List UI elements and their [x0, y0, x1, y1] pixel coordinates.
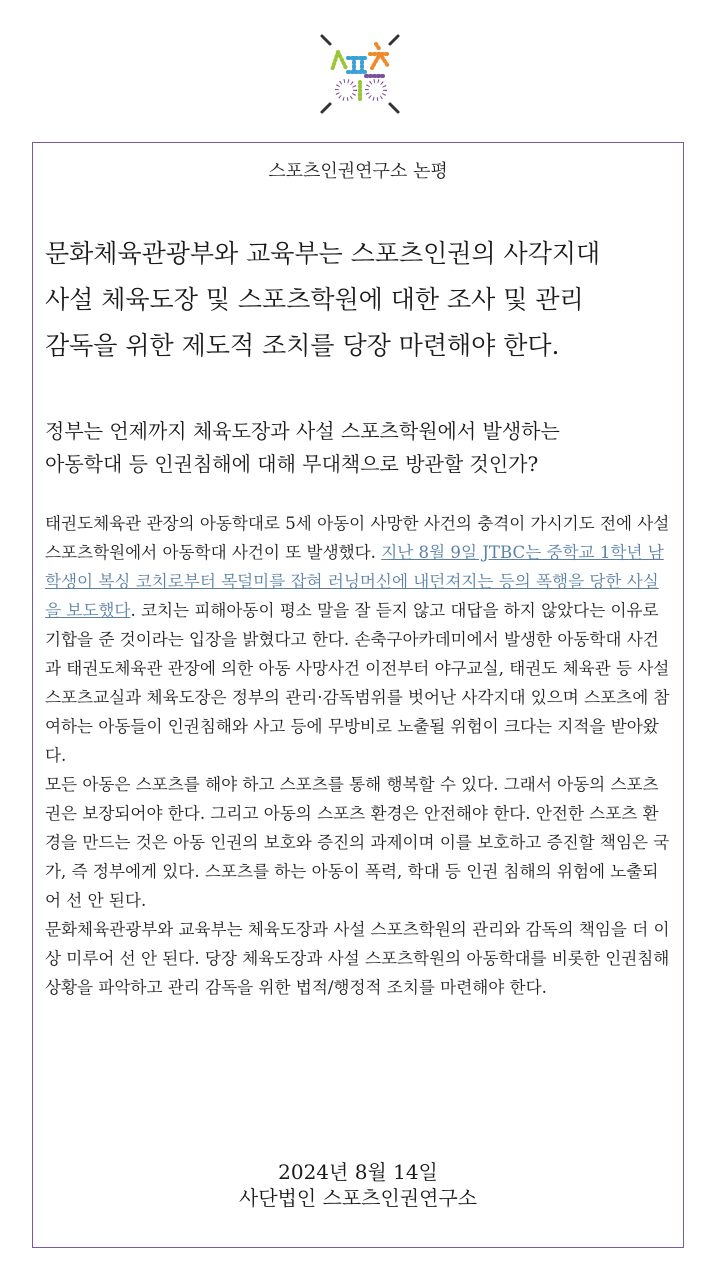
statement-body: [45, 509, 673, 1002]
statement-frame: [32, 142, 684, 1248]
question-line: 아동학대 등 인권침해에 대해 무대책으로 방관할 것인가?: [45, 452, 539, 476]
news-report-link[interactable]: 지난 8월 9일 JTBC는 중학교 1학년 남학생이 복싱 코치로부터 목덜미를 잡혀 러닝머신에 내던져지는 등의 폭행을 당한 사실을 보도했다: [45, 543, 664, 620]
headline-line: 문화체육관광부와 교육부는 스포츠인권의 사각지대: [45, 239, 601, 268]
question-line: 정부는 언제까지 체육도장과 사설 스포츠학원에서 발생하는: [45, 419, 560, 443]
headline-line: 감독을 위한 제도적 조치를 당장 마련해야 한다.: [45, 331, 560, 360]
body-paragraph-1: [45, 509, 673, 770]
headline: [45, 231, 665, 369]
body-paragraph-2: 모든 아동은 스포츠를 해야 하고 스포츠를 통해 행복할 수 있다. 그래서 아동의 스포츠권은 보장되어야 한다. 그리고 아동의 스포츠 환경은 안전해야 한다. 안전한 스포츠 환경을 만드는 것은 아동 인권의 보호와 증진의 과제이며 이를 보호하고 증진할 책임은 국가, 즉 정부에게 있다. 스포츠를 하는 아동이 폭력, 학대 등 인권 침해의 위험에 노출되어 선 안 된다.: [45, 775, 670, 910]
body-text-segment: . 코치는 피해아동이 평소 말을 잘 듣지 않고 대답을 하지 않았다는 이유로 기합을 준 것이라는 입장을 밝혔다고 한다. 손축구아카데미에서 발생한 아동학대 사건과 태권도체육관 관장에 의한 아동 사망사건 이전부터 야구교실, 태권도 체육관 등 사설 스포츠교실과 체육도장은 정부의 관리·감독범위를 벗어난 사각지대 있으며 스포츠에 참여하는 아동들이 인권침해와 사고 등에 무방비로 노출될 위험이 크다는 지적을 받아왔다.: [45, 601, 670, 765]
organization-signature: 사단법인 스포츠인권연구소: [238, 1186, 478, 1210]
subheading-question: [45, 415, 665, 481]
organization-logo-icon: [318, 32, 402, 116]
statement-header: 스포츠인권연구소 논평: [268, 161, 448, 182]
statement-date: 2024년 8월 14일: [278, 1160, 438, 1184]
headline-line: 사설 체육도장 및 스포츠학원에 대한 조사 및 관리: [45, 285, 584, 314]
body-paragraph-3: 문화체육관광부와 교육부는 체육도장과 사설 스포츠학원의 관리와 감독의 책임을 더 이상 미루어 선 안 된다. 당장 체육도장과 사설 스포츠학원의 아동학대를 비롯한 인권침해 상황을 파악하고 관리 감독을 위한 법적/행정적 조치를 마련해야 한다.: [45, 920, 670, 997]
body-text-segment: 태권도체육관 관장의 아동학대로 5세 아동이 사망한 사건의 충격이 가시기도 전에 사설 스포츠학원에서 아동학대 사건이 또 발생했다.: [45, 514, 670, 562]
